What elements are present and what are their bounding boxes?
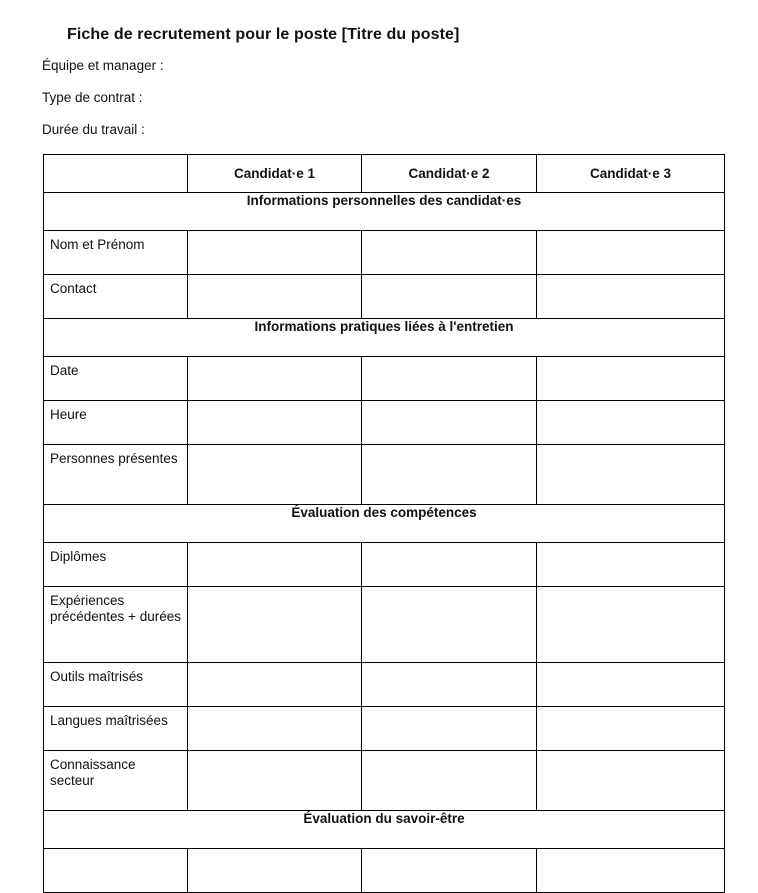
section-title: Évaluation du savoir-être xyxy=(44,811,725,849)
input-cell[interactable] xyxy=(537,401,725,445)
input-cell[interactable] xyxy=(537,231,725,275)
input-cell[interactable] xyxy=(537,663,725,707)
input-cell[interactable] xyxy=(537,543,725,587)
input-cell[interactable] xyxy=(362,231,537,275)
input-cell[interactable] xyxy=(537,587,725,663)
input-cell[interactable] xyxy=(362,707,537,751)
input-cell[interactable] xyxy=(537,357,725,401)
row-label xyxy=(44,849,188,893)
contract-type-field: Type de contrat : xyxy=(42,90,143,105)
section-title: Informations pratiques liées à l'entretien xyxy=(44,319,725,357)
input-cell[interactable] xyxy=(188,663,362,707)
table-row xyxy=(44,751,725,811)
input-cell[interactable] xyxy=(188,357,362,401)
section-row-skills xyxy=(44,505,725,543)
table-row xyxy=(44,849,725,893)
table-row xyxy=(44,543,725,587)
input-cell[interactable] xyxy=(188,849,362,893)
table-row xyxy=(44,663,725,707)
table-row xyxy=(44,587,725,663)
row-label: Outils maîtrisés xyxy=(44,663,188,707)
input-cell[interactable] xyxy=(537,445,725,505)
section-title: Évaluation des compétences xyxy=(44,505,725,543)
section-row-personal xyxy=(44,193,725,231)
input-cell[interactable] xyxy=(188,543,362,587)
table-row xyxy=(44,401,725,445)
input-cell[interactable] xyxy=(188,231,362,275)
table-header-row xyxy=(44,155,725,193)
candidate-1-header: Candidat·e 1 xyxy=(188,155,362,193)
input-cell[interactable] xyxy=(362,357,537,401)
table-row xyxy=(44,707,725,751)
input-cell[interactable] xyxy=(188,707,362,751)
input-cell[interactable] xyxy=(362,751,537,811)
input-cell[interactable] xyxy=(188,401,362,445)
row-label: Nom et Prénom xyxy=(44,231,188,275)
input-cell[interactable] xyxy=(537,751,725,811)
candidate-2-header: Candidat·e 2 xyxy=(362,155,537,193)
input-cell[interactable] xyxy=(362,445,537,505)
section-title: Informations personnelles des candidat·es xyxy=(44,193,725,231)
page-title: Fiche de recrutement pour le poste [Titre du poste] xyxy=(67,26,460,43)
table-row xyxy=(44,231,725,275)
candidate-3-header: Candidat·e 3 xyxy=(537,155,725,193)
work-duration-field: Durée du travail : xyxy=(42,122,145,137)
input-cell[interactable] xyxy=(362,401,537,445)
section-row-soft-skills xyxy=(44,811,725,849)
header-empty-cell xyxy=(44,155,188,193)
input-cell[interactable] xyxy=(537,849,725,893)
row-label: Connaissance secteur xyxy=(44,751,188,811)
input-cell[interactable] xyxy=(362,849,537,893)
table-row xyxy=(44,445,725,505)
recruitment-table xyxy=(43,154,725,893)
table-row xyxy=(44,357,725,401)
row-label: Personnes présentes xyxy=(44,445,188,505)
row-label: Heure xyxy=(44,401,188,445)
table-row xyxy=(44,275,725,319)
row-label: Contact xyxy=(44,275,188,319)
input-cell[interactable] xyxy=(537,275,725,319)
input-cell[interactable] xyxy=(537,707,725,751)
input-cell[interactable] xyxy=(362,587,537,663)
input-cell[interactable] xyxy=(188,445,362,505)
input-cell[interactable] xyxy=(362,543,537,587)
input-cell[interactable] xyxy=(188,587,362,663)
team-manager-field: Équipe et manager : xyxy=(42,58,164,73)
row-label: Diplômes xyxy=(44,543,188,587)
input-cell[interactable] xyxy=(188,751,362,811)
input-cell[interactable] xyxy=(362,275,537,319)
row-label: Date xyxy=(44,357,188,401)
section-row-practical xyxy=(44,319,725,357)
input-cell[interactable] xyxy=(188,275,362,319)
row-label: Expériences précédentes + durées xyxy=(44,587,188,663)
row-label: Langues maîtrisées xyxy=(44,707,188,751)
input-cell[interactable] xyxy=(362,663,537,707)
